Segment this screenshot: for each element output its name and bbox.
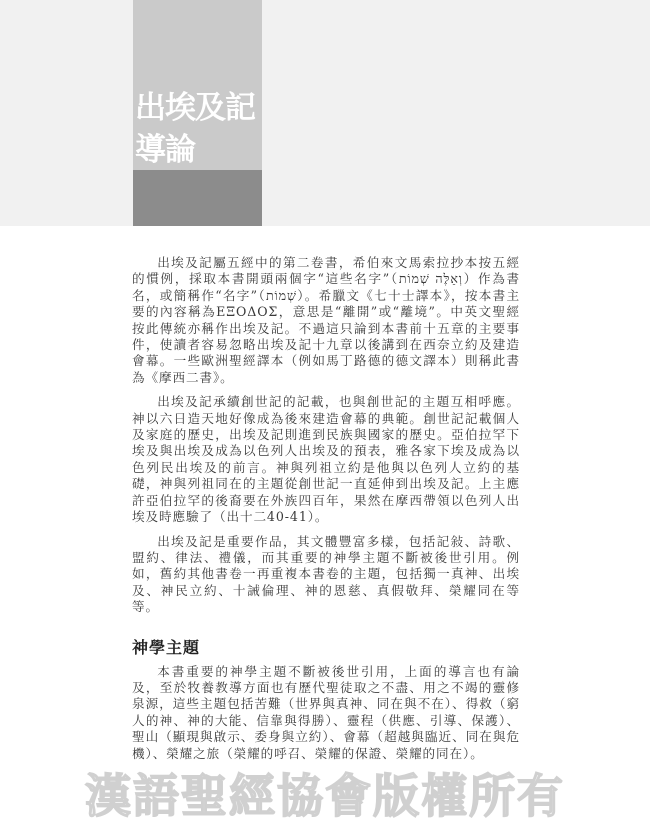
- intro-paragraph: 出埃及記承續創世記的記載，也與創世記的主題互相呼應。神以六日造天地好像成為後來建造會幕的典範。創世記記載個人及家庭的歷史，出埃及記則進到民族與國家的歷史。亞伯拉罕下埃及與出埃及成為以色列人出埃及的預表，雅各家下埃及成為以色列民出埃及的前言。神與列祖立約是他與以色列人立約的基礎，神與列祖同在的主題從創世記一直延伸到出埃及記。上主應許亞伯拉罕的後裔要在外族四百年，果然在摩西帶領以色列人出埃及時應驗了（出十二40-41）。: [132, 394, 520, 525]
- section-paragraph: 本書重要的神學主題不斷被後世引用，上面的導言也有論及，至於牧養教導方面也有歷代聖徒取之不盡、用之不竭的靈修泉源，這些主題包括苦難（世界與真神、同在與不在）、得救（窮人的神、神的大能、信靠與得勝）、靈程（供應、引導、保護）、聖山（顯現與啟示、委身與立約）、會幕（超越與臨近、同在與危機）、榮耀之旅（榮耀的呼召、榮耀的保證、榮耀的同在）。: [132, 663, 520, 761]
- chapter-title: 出埃及記: [135, 90, 255, 126]
- section-heading: 神學主題: [132, 637, 201, 657]
- intro-paragraph: 出埃及記是重要作品，其文體豐富多樣，包括記敍、詩歌、盟約、律法、禮儀，而其重要的神學主題不斷被後世引用。例如，舊約其他書卷一再重複本書卷的主題，包括獨一真神、出埃及、神民立約、十誡倫理、神的恩慈、真假敬拜、榮耀同在等等。: [132, 533, 520, 615]
- copyright-watermark: 漢語聖經協會版權所有: [85, 768, 565, 823]
- intro-paragraph: 出埃及記屬五經中的第二卷書，希伯來文馬索拉抄本按五經的慣例，採取本書開頭兩個字“這些名字”（וְאֵלֶּה שְׁמוֹת）作為書名，或簡稱作“名字”（שְׁמוֹת）。希臘文《七十士譯本》，按本書主要的內容稱為ΕΞΟΔΟΣ，意思是“離開”或“離境”。中英文聖經按此傳統亦稱作出埃及記。不過這只論到本書前十五章的主要事件，使讀者容易忽略出埃及記十九章以後講到在西奈立約及建造會幕。一些歐洲聖經譯本（例如馬丁路德的德文譯本）則稱此書為《摩西二書》。: [132, 255, 521, 385]
- chapter-subtitle: 導論: [135, 132, 195, 168]
- body-text: [85, 0, 565, 823]
